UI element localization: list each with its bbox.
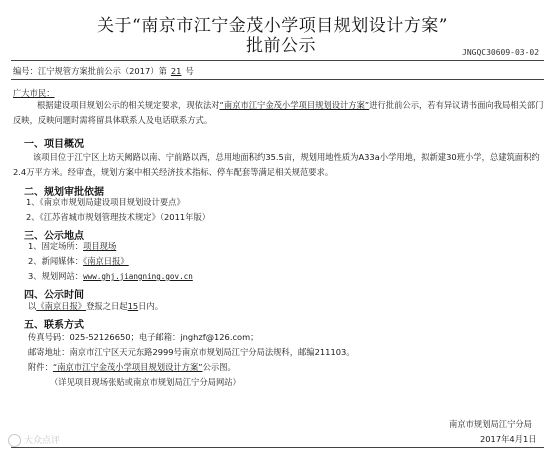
contact-phone-email: 传真号码：025-52126650；电子邮箱：jnghzf@126.com； bbox=[28, 332, 259, 342]
basis-item-1: 1、《南京市规划局建设项目规划设计要点》 bbox=[26, 197, 185, 207]
section-heading-contact: 五、联系方式 bbox=[24, 320, 84, 331]
document-number-value: 21 bbox=[170, 66, 182, 76]
place-item-2 bbox=[28, 256, 129, 267]
place-item-3 bbox=[28, 271, 193, 282]
attachment-label: 附件： bbox=[28, 362, 53, 372]
watermark bbox=[8, 433, 60, 447]
number-divider bbox=[11, 79, 544, 80]
notice-title-line2: 批前公示 bbox=[246, 36, 316, 56]
intro-paragraph bbox=[13, 98, 546, 128]
place-item-1 bbox=[28, 241, 116, 252]
attachment-note: （详见项目现场张贴或南京市规划局江宁分局网站） bbox=[50, 377, 241, 387]
intro-text-a: 根据建设项目规划公示的相关规定要求，现依法对 bbox=[37, 100, 220, 110]
basis-item-2: 2、《江苏省城市规划管理技术规定》（2011年版） bbox=[26, 212, 211, 222]
time-days: 15 bbox=[127, 301, 139, 311]
notice-title-line1: 关于“南京市江宁金茂小学项目规划设计方案” bbox=[97, 16, 448, 36]
place-3-label: 3、规划网站： bbox=[28, 271, 84, 281]
time-newspaper: 《南京日报》 bbox=[36, 301, 87, 311]
attachment-suffix: 公示图。 bbox=[202, 362, 236, 372]
place-2-label: 2、新闻媒体： bbox=[28, 256, 84, 266]
time-text-b: 登报之日起 bbox=[86, 301, 128, 311]
time-text-c: 日内。 bbox=[138, 301, 164, 311]
top-divider bbox=[11, 60, 544, 61]
time-text-a: 以 bbox=[28, 301, 37, 311]
watermark-logo-icon bbox=[8, 434, 21, 447]
document-number-suffix: 号 bbox=[185, 66, 194, 76]
section-heading-overview: 一、项目概况 bbox=[24, 139, 84, 150]
watermark-text: 大众点评 bbox=[24, 436, 61, 446]
document-number bbox=[13, 66, 194, 77]
place-2-value: 《南京日报》 bbox=[83, 256, 129, 266]
attachment-link[interactable]: “南京市江宁金茂小学项目规划设计方案” bbox=[52, 362, 203, 372]
document-code: JNGQC30609-03-02 bbox=[462, 48, 540, 57]
attachment-line bbox=[28, 362, 236, 373]
place-1-value: 项目现场 bbox=[83, 241, 117, 251]
place-1-label: 1、固定场所： bbox=[28, 241, 84, 251]
bottom-divider bbox=[11, 447, 544, 448]
website-link[interactable]: www.ghj.jiangning.gov.cn bbox=[83, 272, 193, 281]
time-text bbox=[28, 301, 163, 312]
intro-project-name: “南京市江宁金茂小学项目规划设计方案” bbox=[219, 100, 370, 110]
intro-text-b: 进行批前公示，若有异议请书面向我局相关部门反映，反映问题时需将留具体联系人及电话联系方式。 bbox=[13, 100, 544, 125]
issuing-organization: 南京市规划局江宁分局 bbox=[449, 419, 532, 429]
section-heading-time: 四、公示时间 bbox=[24, 290, 84, 301]
contact-address: 邮寄地址：南京市江宁区天元东路2999号南京市规划局江宁分局法规科，邮编211103。 bbox=[28, 347, 355, 357]
document-number-prefix: 编号：江宁规管方案批前公示（2017）第 bbox=[13, 66, 167, 76]
section-heading-basis: 二、规划审批依据 bbox=[24, 187, 104, 198]
issue-date: 2017年4月1日 bbox=[480, 434, 537, 444]
salutation: 广大市民： bbox=[13, 88, 55, 98]
overview-paragraph: 该项目位于江宁区上坊天阙路以南、宁前路以西，总用地面积约35.5亩，规划用地性质为A33a小学用地，拟新建30班小学，总建筑面积约2.4万平方米。经审查，规划方案中相关经济技术指标、停车配套等满足相关规范要求。 bbox=[13, 152, 540, 177]
section-heading-places: 三、公示地点 bbox=[24, 231, 84, 242]
